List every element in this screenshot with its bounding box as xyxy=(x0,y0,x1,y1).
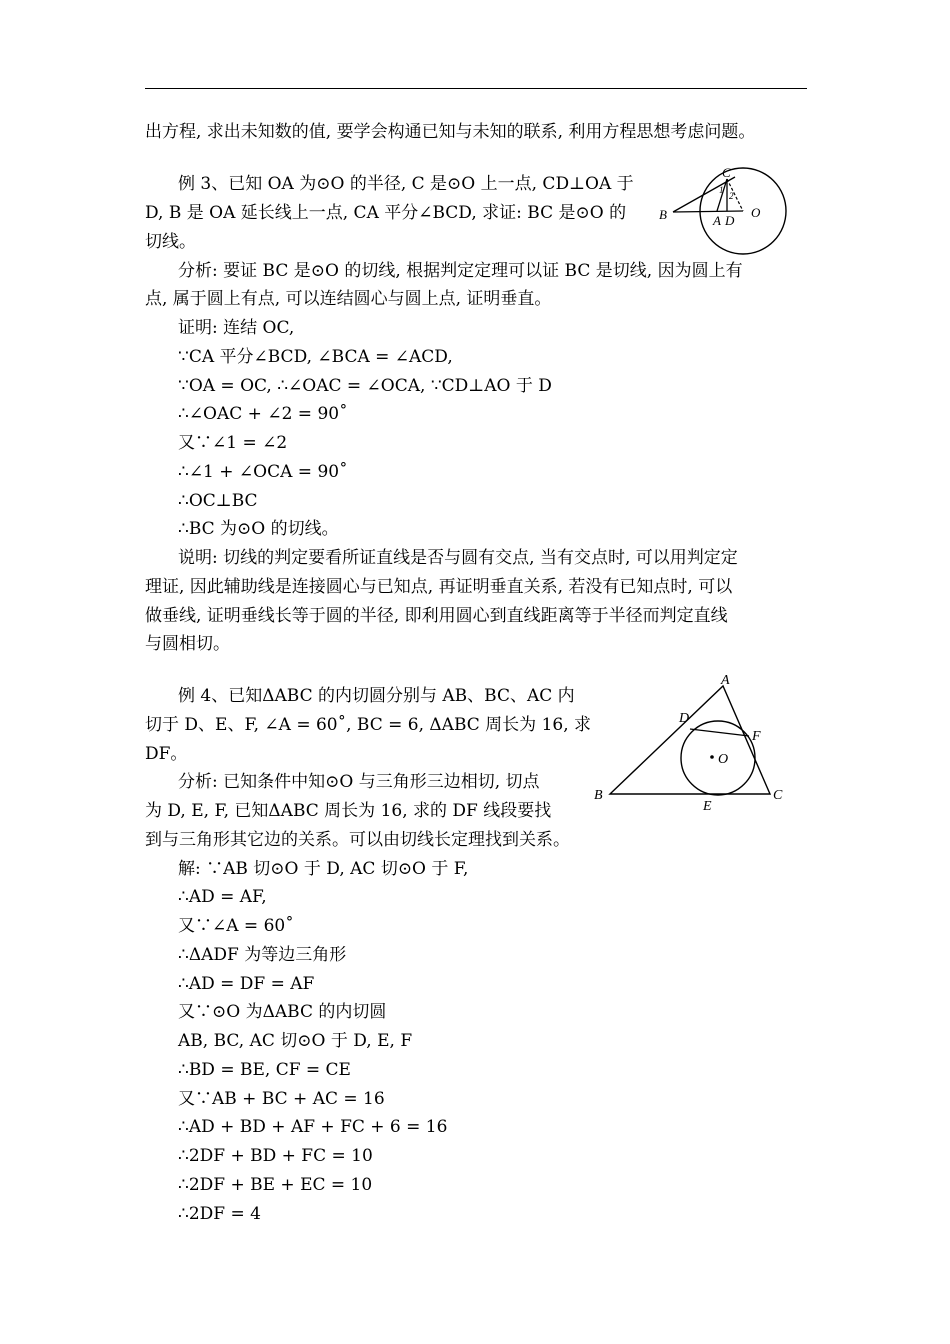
text-line: ∴ΔADF 为等边三角形 xyxy=(178,945,347,965)
figure-incircle-triangle xyxy=(590,672,800,817)
triangle-abc xyxy=(610,686,770,794)
text-line: ∴2DF + BD + FC = 10 xyxy=(178,1146,373,1166)
text-line: 理证, 因此辅助线是连接圆心与已知点, 再证明垂直关系, 若没有已知点时, 可以 xyxy=(145,577,733,597)
text-line: 为 D, E, F, 已知ΔABC 周长为 16, 求的 DF 线段要找 xyxy=(145,801,552,821)
label-b: B xyxy=(659,207,667,222)
label-a: A xyxy=(713,213,721,228)
text-line: 出方程, 求出未知数的值, 要学会构通已知与未知的联系, 利用方程思想考虑问题。 xyxy=(145,122,756,142)
label-d: D xyxy=(679,711,690,726)
text-line: ∴∠OAC + ∠2 = 90˚ xyxy=(178,404,348,424)
text-line: 又∵⊙O 为ΔABC 的内切圆 xyxy=(178,1002,387,1022)
text-line: 点, 属于圆上有点, 可以连结圆心与圆上点, 证明垂直。 xyxy=(145,289,552,309)
text-line: 例 3、已知 OA 为⊙O 的半径, C 是⊙O 上一点, CD⊥OA 于 xyxy=(178,174,634,194)
text-line: ∴AD + BD + AF + FC + 6 = 16 xyxy=(178,1117,448,1137)
text-line: 分析: 要证 BC 是⊙O 的切线, 根据判定定理可以证 BC 是切线, 因为圆上有 xyxy=(178,261,743,281)
label-f: F xyxy=(752,729,761,744)
text-line: 切线。 xyxy=(145,232,196,252)
text-line: 解: ∵AB 切⊙O 于 D, AC 切⊙O 于 F, xyxy=(178,859,469,879)
text-line: 例 4、已知ΔABC 的内切圆分别与 AB、BC、AC 内 xyxy=(178,686,575,706)
label-angle-2: 2 xyxy=(729,191,734,201)
text-line: ∴2DF = 4 xyxy=(178,1204,261,1224)
text-line: ∴BD = BE, CF = CE xyxy=(178,1060,351,1080)
text-line: 与圆相切。 xyxy=(145,634,230,654)
label-b: B xyxy=(594,788,603,803)
text-line: ∴∠1 + ∠OCA = 90˚ xyxy=(178,462,348,482)
text-line: 切于 D、E、F, ∠A = 60˚, BC = 6, ΔABC 周长为 16, 求 xyxy=(145,715,592,735)
label-e: E xyxy=(703,799,712,814)
text-line: ∴OC⊥BC xyxy=(178,491,258,511)
line-df xyxy=(690,729,749,736)
text-line: 又∵AB + BC + AC = 16 xyxy=(178,1089,385,1109)
header-rule xyxy=(145,88,807,89)
center-dot xyxy=(710,755,714,759)
text-line: 证明: 连结 OC, xyxy=(178,318,295,338)
text-line: AB, BC, AC 切⊙O 于 D, E, F xyxy=(178,1031,413,1051)
text-line: 分析: 已知条件中知⊙O 与三角形三边相切, 切点 xyxy=(178,772,540,792)
text-line: 又∵∠A = 60˚ xyxy=(178,916,294,936)
text-line: ∴AD = AF, xyxy=(178,887,267,907)
label-o: O xyxy=(718,752,729,767)
text-line: 做垂线, 证明垂线长等于圆的半径, 即利用圆心到直线距离等于半径而判定直线 xyxy=(145,606,728,626)
line-bo xyxy=(673,211,743,212)
text-line: 又∵∠1 = ∠2 xyxy=(178,433,288,453)
text-line: ∴BC 为⊙O 的切线。 xyxy=(178,519,339,539)
text-line: D, B 是 OA 延长线上一点, CA 平分∠BCD, 求证: BC 是⊙O 的 xyxy=(145,203,627,223)
label-angle-1: 1 xyxy=(719,185,724,195)
text-line: 说明: 切线的判定要看所证直线是否与圆有交点, 当有交点时, 可以用判定定 xyxy=(178,548,738,568)
label-c: C xyxy=(722,165,731,180)
text-line: ∵CA 平分∠BCD, ∠BCA = ∠ACD, xyxy=(178,347,453,367)
label-o: O xyxy=(751,205,761,220)
text-line: DF。 xyxy=(145,744,188,764)
text-line: ∴2DF + BE + EC = 10 xyxy=(178,1175,373,1195)
label-a: A xyxy=(721,673,730,688)
text-line: 到与三角形其它边的关系。可以由切线长定理找到关系。 xyxy=(145,830,570,850)
figure-circle-tangent xyxy=(655,163,795,263)
text-line: ∴AD = DF = AF xyxy=(178,974,315,994)
text-line: ∵OA = OC, ∴∠OAC = ∠OCA, ∵CD⊥AO 于 D xyxy=(178,376,552,396)
label-c: C xyxy=(773,788,783,803)
label-d: D xyxy=(725,213,735,228)
